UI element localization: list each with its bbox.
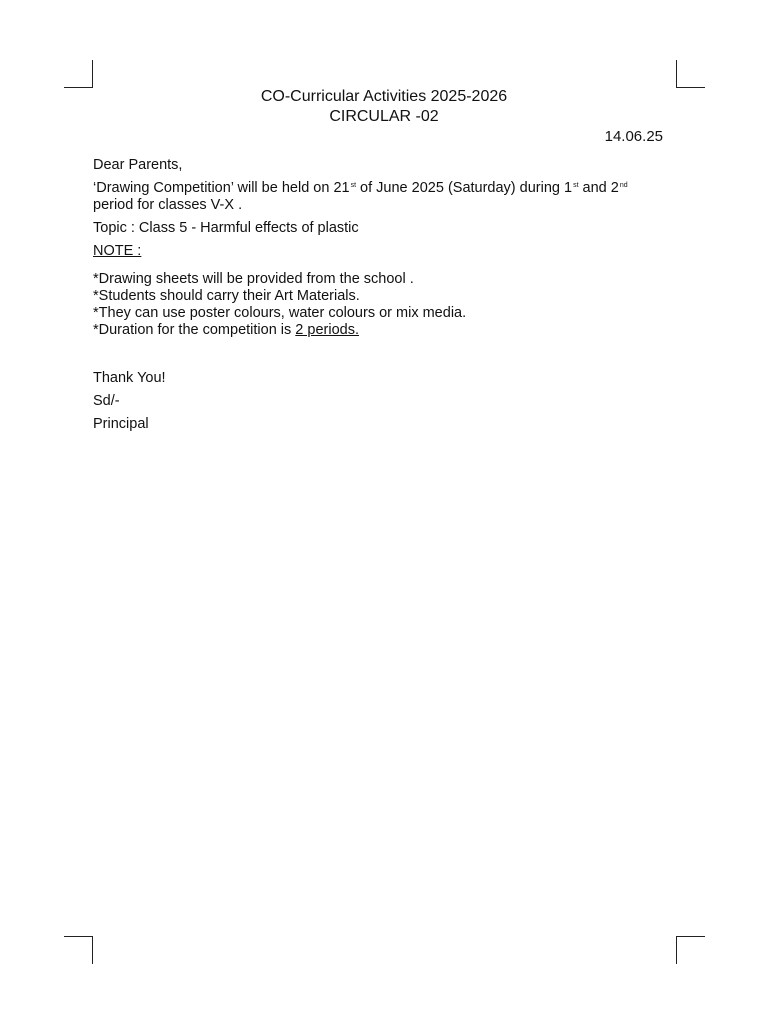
superscript-st-2: st [573,182,579,189]
document-title: CO-Curricular Activities 2025-2026 [260,88,508,105]
circular-number: CIRCULAR -02 [329,108,439,125]
crop-mark-bottom-left-v [92,936,93,964]
crop-mark-bottom-left-h [64,936,93,937]
note-item-duration [93,322,673,339]
closing: Thank You! [93,370,166,386]
note-item: *They can use poster colours, water colours or mix media. [93,305,467,321]
announcement-text-2: of June 2025 (Saturday) during 1 [356,180,573,196]
announcement-paragraph [93,180,673,214]
signature: Sd/- [93,393,120,409]
superscript-st-1: st [350,182,357,189]
announcement-text-3: and 2 [578,180,619,196]
note-item: *Students should carry their Art Materials. [93,288,360,304]
circular-date: 14.06.25 [604,128,663,145]
announcement-text-line2: period for classes V-X . [93,197,243,213]
duration-text: *Duration for the competition is [93,322,296,338]
note-item: *Drawing sheets will be provided from the school . [93,271,414,287]
crop-mark-bottom-right-h [676,936,705,937]
superscript-nd: nd [619,182,628,189]
announcement-text-1: ‘Drawing Competition’ will be held on 21 [93,180,350,196]
notes-list [93,271,673,339]
topic-line: Topic : Class 5 - Harmful effects of plastic [93,220,359,236]
crop-mark-top-right-v [676,60,677,88]
designation: Principal [93,416,149,432]
salutation: Dear Parents, [93,157,183,173]
note-heading: NOTE : [93,243,142,259]
crop-mark-bottom-right-v [676,936,677,964]
duration-value: 2 periods. [295,322,359,338]
crop-mark-top-left-v [92,60,93,88]
